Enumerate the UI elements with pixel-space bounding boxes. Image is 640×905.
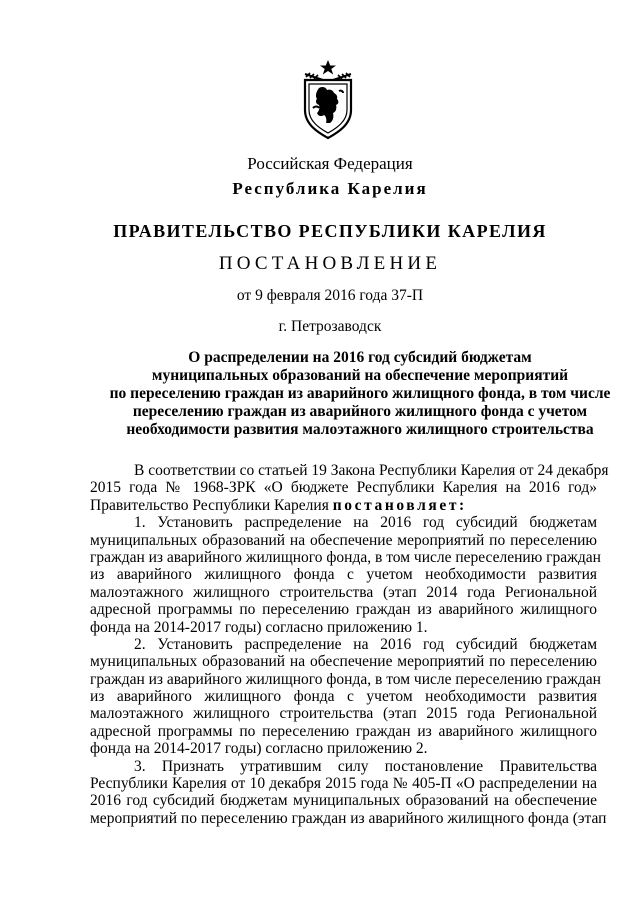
item3-line: 2016 год субсидий бюджетам муниципальных образований на обеспечение <box>90 792 597 810</box>
document-city: г. Петрозаводск <box>278 318 382 335</box>
preamble-line: 2015 года № 1968-ЗРК «О бюджете Республики Карелия на 2016 год» <box>90 479 597 497</box>
title-line: по переселению граждан из аварийного жилищного фонда, в том числе <box>109 385 611 402</box>
item3-line: мероприятий по переселению граждан из аварийного жилищного фонда (этап <box>90 809 607 827</box>
document-type: ПОСТАНОВЛЕНИЕ <box>218 253 442 274</box>
document-title <box>60 349 640 439</box>
title-line: необходимости развития малоэтажного жилищного строительства <box>126 421 594 438</box>
item2-line: фонда на 2014-2017 годы) согласно приложению 2. <box>90 740 428 758</box>
document-body <box>90 462 609 827</box>
item3-line: Республики Карелия от 10 декабря 2015 года № 405-П «О распределении на <box>90 775 597 793</box>
preamble-line: В соответствии со статьей 19 Закона Республики Карелия от 24 декабря <box>134 462 609 479</box>
item1-line: граждан из аварийного жилищного фонда, в том числе переселению граждан <box>90 548 601 566</box>
item1-line: адресной программы по переселению граждан из аварийного жилищного <box>90 601 597 619</box>
country-name: Российская Федерация <box>247 154 413 173</box>
title-line: муниципальных образований на обеспечение мероприятий <box>151 367 569 384</box>
item2-line: 2. Установить распределение на 2016 год субсидий бюджетам <box>134 635 597 653</box>
item1-line: муниципальных образований на обеспечение мероприятий по переселению <box>90 531 597 549</box>
item3-line: 3. Признать утратившим силу постановление Правительства <box>134 757 597 775</box>
item1-line: малоэтажного жилищного строительства (этап 2014 года Региональной <box>90 583 597 601</box>
title-line: переселению граждан из аварийного жилищного фонда с учетом <box>132 403 588 420</box>
item1-line: фонда на 2014-2017 годы) согласно приложению 1. <box>90 618 428 636</box>
item2-line: малоэтажного жилищного строительства (этап 2015 года Региональной <box>90 705 597 723</box>
item2-line: адресной программы по переселению граждан из аварийного жилищного <box>90 722 597 740</box>
government-name: ПРАВИТЕЛЬСТВО РЕСПУБЛИКИ КАРЕЛИЯ <box>113 221 547 241</box>
coat-of-arms-emblem <box>299 58 357 140</box>
item2-line: граждан из аварийного жилищного фонда, в том числе переселению граждан <box>90 670 601 688</box>
item2-line: муниципальных образований на обеспечение мероприятий по переселению <box>90 653 597 671</box>
item1-line: 1. Установить распределение на 2016 год субсидий бюджетам <box>134 514 597 532</box>
item2-line: из аварийного жилищного фонда с учетом необходимости развития <box>90 688 597 706</box>
document-date-number: от 9 февраля 2016 года 37-П <box>236 287 424 304</box>
preamble-decree-line <box>90 497 597 514</box>
preamble-prefix: Правительство Республики Карелия <box>90 496 333 514</box>
item1-line: из аварийного жилищного фонда с учетом необходимости развития <box>90 566 597 584</box>
title-line: О распределении на 2016 год субсидий бюджетам <box>188 349 532 366</box>
decree-word: постановляет: <box>332 496 467 514</box>
republic-name: Республика Карелия <box>232 179 428 198</box>
